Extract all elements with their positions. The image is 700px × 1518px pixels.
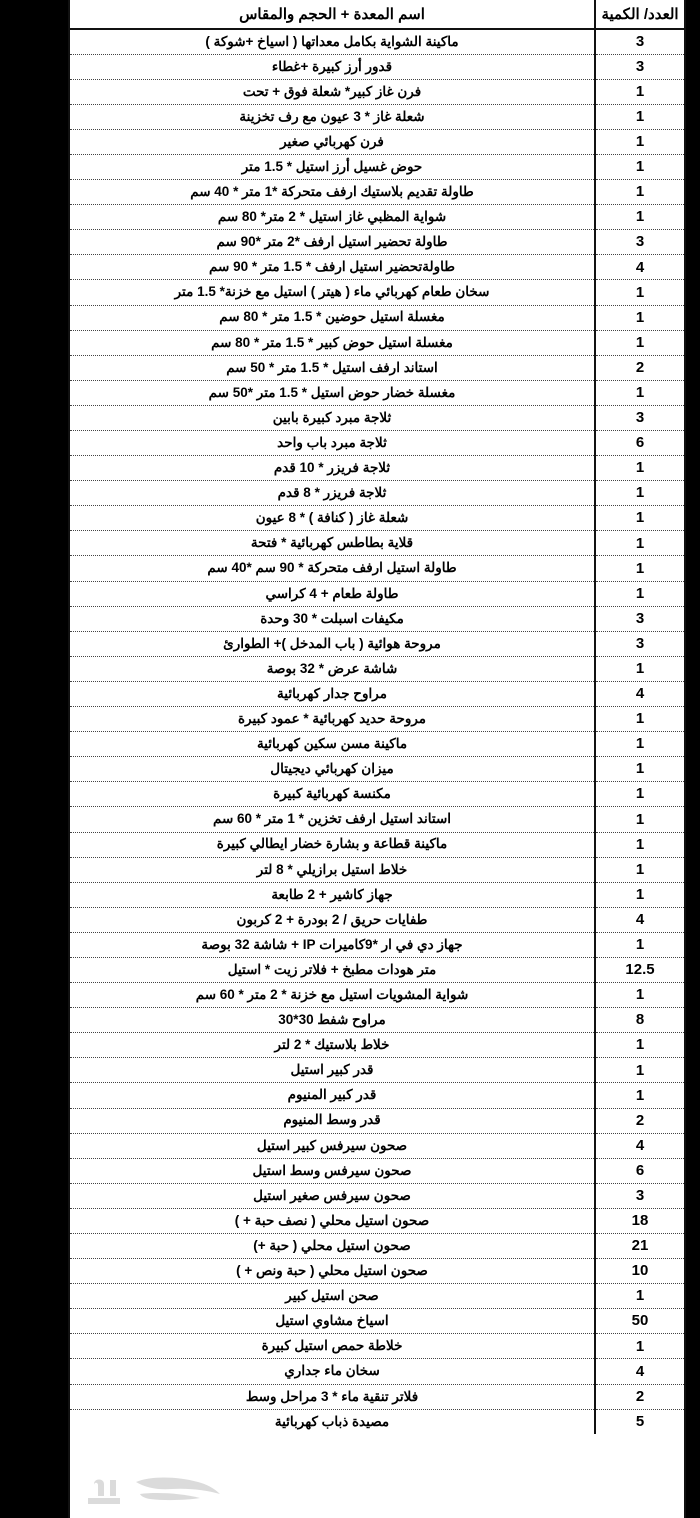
- cell-quantity: 1: [595, 832, 684, 857]
- cell-quantity: 1: [595, 154, 684, 179]
- cell-quantity: 3: [595, 631, 684, 656]
- cell-quantity: 1: [595, 481, 684, 506]
- cell-quantity: 1: [595, 857, 684, 882]
- cell-quantity: 1: [595, 782, 684, 807]
- table-row: [70, 1334, 684, 1359]
- cell-quantity: 10: [595, 1259, 684, 1284]
- inventory-sheet: [68, 0, 686, 1518]
- cell-quantity: 3: [595, 606, 684, 631]
- cell-description: فرن غاز كبير* شعلة فوق + تحت: [70, 79, 595, 104]
- cell-description: خلاطة حمص استيل كبيرة: [70, 1334, 595, 1359]
- cell-description: ماكينة الشواية بكامل معداتها ( اسياخ +شوكة ): [70, 29, 595, 54]
- cell-quantity: 3: [595, 405, 684, 430]
- table-row: [70, 807, 684, 832]
- cell-quantity: 1: [595, 330, 684, 355]
- cell-quantity: 1: [595, 205, 684, 230]
- table-row: [70, 506, 684, 531]
- cell-quantity: 1: [595, 380, 684, 405]
- table-row: [70, 205, 684, 230]
- cell-description: حوض غسيل أرز استيل * 1.5 متر: [70, 154, 595, 179]
- header-row: [70, 0, 684, 29]
- cell-quantity: 4: [595, 1359, 684, 1384]
- cell-description: مغسلة خضار حوض استيل * 1.5 متر *50 سم: [70, 380, 595, 405]
- cell-description: ماكينة مسن سكين كهربائية: [70, 732, 595, 757]
- cell-quantity: 1: [595, 1334, 684, 1359]
- cell-description: مروحة هوائية ( باب المدخل )+ الطوارئ: [70, 631, 595, 656]
- table-row: [70, 330, 684, 355]
- cell-description: صحون سيرفس صغير استيل: [70, 1183, 595, 1208]
- cell-quantity: 50: [595, 1309, 684, 1334]
- inventory-table: [70, 0, 684, 1434]
- table-row: [70, 882, 684, 907]
- cell-quantity: 1: [595, 556, 684, 581]
- cell-quantity: 1: [595, 456, 684, 481]
- table-row: [70, 1158, 684, 1183]
- table-row: [70, 180, 684, 205]
- cell-quantity: 8: [595, 1008, 684, 1033]
- cell-description: قدر وسط المنيوم: [70, 1108, 595, 1133]
- table-row: [70, 1208, 684, 1233]
- cell-quantity: 1: [595, 1284, 684, 1309]
- cell-quantity: 1: [595, 757, 684, 782]
- cell-description: سخان طعام كهربائي ماء ( هيتر ) استيل مع خزنة* 1.5 متر: [70, 280, 595, 305]
- cell-description: مروحة حديد كهربائية * عمود كبيرة: [70, 707, 595, 732]
- cell-quantity: 21: [595, 1234, 684, 1259]
- cell-description: صحن استيل كبير: [70, 1284, 595, 1309]
- table-row: [70, 54, 684, 79]
- cell-description: مراوح شفط 30*30: [70, 1008, 595, 1033]
- table-header: [70, 0, 684, 29]
- watermark-logo: [80, 1468, 230, 1514]
- cell-quantity: 1: [595, 732, 684, 757]
- cell-quantity: 1: [595, 79, 684, 104]
- table-row: [70, 681, 684, 706]
- table-row: [70, 1133, 684, 1158]
- cell-description: استاند استيل ارفف تخزين * 1 متر * 60 سم: [70, 807, 595, 832]
- cell-description: صحون سيرفس كبير استيل: [70, 1133, 595, 1158]
- cell-description: طاولة تقديم بلاستيك ارفف متحركة *1 متر * 40 سم: [70, 180, 595, 205]
- cell-description: قدور أرز كبيرة +غطاء: [70, 54, 595, 79]
- table-row: [70, 1008, 684, 1033]
- cell-description: صحون استيل محلي ( نصف حبة + ): [70, 1208, 595, 1233]
- cell-description: شواية المشويات استيل مع خزنة * 2 متر * 60 سم: [70, 983, 595, 1008]
- cell-description: قدر كبير استيل: [70, 1058, 595, 1083]
- table-row: [70, 732, 684, 757]
- table-row: [70, 757, 684, 782]
- cell-description: قدر كبير المنيوم: [70, 1083, 595, 1108]
- table-row: [70, 631, 684, 656]
- cell-description: شعلة غاز * 3 عيون مع رف تخزينة: [70, 104, 595, 129]
- table-row: [70, 932, 684, 957]
- table-row: [70, 1183, 684, 1208]
- table-row: [70, 79, 684, 104]
- cell-description: مراوح جدار كهربائية: [70, 681, 595, 706]
- table-row: [70, 983, 684, 1008]
- header-quantity: العدد/ الكمية: [595, 0, 684, 29]
- table-row: [70, 1359, 684, 1384]
- table-row: [70, 154, 684, 179]
- cell-description: شاشة عرض * 32 بوصة: [70, 656, 595, 681]
- cell-quantity: 1: [595, 506, 684, 531]
- cell-quantity: 1: [595, 180, 684, 205]
- cell-description: ثلاجة مبرد باب واحد: [70, 431, 595, 456]
- cell-description: متر هودات مطبخ + فلاتر زيت * استيل: [70, 957, 595, 982]
- cell-description: جهاز كاشير + 2 طابعة: [70, 882, 595, 907]
- cell-quantity: 1: [595, 531, 684, 556]
- table-row: [70, 1033, 684, 1058]
- cell-quantity: 4: [595, 255, 684, 280]
- table-row: [70, 255, 684, 280]
- table-row: [70, 230, 684, 255]
- table-row: [70, 1384, 684, 1409]
- table-row: [70, 606, 684, 631]
- cell-description: جهاز دي في ار *9كاميرات IP + شاشة 32 بوصة: [70, 932, 595, 957]
- cell-quantity: 3: [595, 1183, 684, 1208]
- cell-quantity: 4: [595, 1133, 684, 1158]
- cell-description: اسياخ مشاوي استيل: [70, 1309, 595, 1334]
- cell-quantity: 3: [595, 29, 684, 54]
- table-row: [70, 481, 684, 506]
- table-row: [70, 832, 684, 857]
- cell-description: ثلاجة فريزر * 8 قدم: [70, 481, 595, 506]
- cell-description: صحون سيرفس وسط استيل: [70, 1158, 595, 1183]
- cell-description: مغسلة استيل حوض كبير * 1.5 متر * 80 سم: [70, 330, 595, 355]
- table-row: [70, 581, 684, 606]
- cell-description: طفايات حريق / 2 بودرة + 2 كربون: [70, 907, 595, 932]
- cell-description: خلاط بلاستيك * 2 لتر: [70, 1033, 595, 1058]
- cell-quantity: 1: [595, 129, 684, 154]
- table-row: [70, 907, 684, 932]
- left-black-margin: [0, 0, 68, 1518]
- cell-description: صحون استيل محلي ( حبة +): [70, 1234, 595, 1259]
- table-row: [70, 1259, 684, 1284]
- cell-quantity: 3: [595, 230, 684, 255]
- cell-quantity: 1: [595, 1083, 684, 1108]
- table-row: [70, 29, 684, 54]
- cell-description: فلاتر تنقية ماء * 3 مراحل وسط: [70, 1384, 595, 1409]
- cell-quantity: 1: [595, 280, 684, 305]
- cell-quantity: 1: [595, 581, 684, 606]
- cell-description: مصيدة ذباب كهربائية: [274, 1413, 390, 1429]
- cell-quantity: 18: [595, 1208, 684, 1233]
- cell-quantity: 1: [595, 707, 684, 732]
- cell-quantity: 3: [595, 54, 684, 79]
- table-row: [70, 456, 684, 481]
- table-row: [70, 355, 684, 380]
- cell-quantity: 1: [595, 807, 684, 832]
- cell-quantity: 1: [595, 104, 684, 129]
- cell-quantity: 1: [595, 932, 684, 957]
- cell-quantity: 1: [595, 305, 684, 330]
- table-row: [70, 857, 684, 882]
- cell-description: خلاط استيل برازيلي * 8 لتر: [70, 857, 595, 882]
- table-row: [70, 280, 684, 305]
- right-black-margin: [686, 0, 700, 1518]
- cell-quantity: 4: [595, 907, 684, 932]
- table-row: [70, 782, 684, 807]
- cell-quantity: 1: [595, 1033, 684, 1058]
- cell-description: سخان ماء جداري: [70, 1359, 595, 1384]
- table-row: [70, 556, 684, 581]
- cell-description: صحون استيل محلي ( حبة ونص + ): [70, 1259, 595, 1284]
- table-row: [70, 707, 684, 732]
- cell-quantity: 6: [595, 431, 684, 456]
- cell-description: طاولة استيل ارفف متحركة * 90 سم *40 سم: [70, 556, 595, 581]
- table-row: [70, 1284, 684, 1309]
- cell-description: ميزان كهربائي ديجيتال: [70, 757, 595, 782]
- header-description: اسم المعدة + الحجم والمقاس: [70, 0, 595, 29]
- table-row: [70, 129, 684, 154]
- table-row: [70, 656, 684, 681]
- cell-description: مكنسة كهربائية كبيرة: [70, 782, 595, 807]
- table-row: [70, 1058, 684, 1083]
- cell-description: طاولةتحضير استيل ارفف * 1.5 متر * 90 سم: [70, 255, 595, 280]
- cell-description: شواية المظبي غاز استيل * 2 متر* 80 سم: [70, 205, 595, 230]
- cell-description: مكيفات اسبلت * 30 وحدة: [70, 606, 595, 631]
- cell-quantity: 1: [595, 882, 684, 907]
- cell-quantity: 1: [595, 1058, 684, 1083]
- cell-description: ماكينة قطاعة و بشارة خضار ايطالي كبيرة: [70, 832, 595, 857]
- cell-description: شعلة غاز ( كنافة ) * 8 عيون: [70, 506, 595, 531]
- table-row: [70, 1083, 684, 1108]
- table-row: [70, 1309, 684, 1334]
- cell-description: قلاية بطاطس كهربائية * فتحة: [70, 531, 595, 556]
- table-row: [70, 104, 684, 129]
- cell-quantity: 2: [595, 1384, 684, 1409]
- table-row: [70, 431, 684, 456]
- table-row: [70, 305, 684, 330]
- cell-quantity: 2: [595, 355, 684, 380]
- table-row: [70, 380, 684, 405]
- cell-quantity: 1: [595, 983, 684, 1008]
- table-row: [70, 531, 684, 556]
- table-body: [70, 29, 684, 1434]
- cell-description: طاولة تحضير استيل ارفف *2 متر *90 سم: [70, 230, 595, 255]
- cell-quantity: 2: [595, 1108, 684, 1133]
- cell-description: ثلاجة فريزر * 10 قدم: [70, 456, 595, 481]
- table-row: [70, 1108, 684, 1133]
- cell-quantity: 5: [595, 1409, 684, 1434]
- table-row: [70, 957, 684, 982]
- cell-description: طاولة طعام + 4 كراسي: [70, 581, 595, 606]
- cell-quantity: 6: [595, 1158, 684, 1183]
- cell-quantity: 1: [595, 656, 684, 681]
- cell-quantity: 12.5: [595, 957, 684, 982]
- table-row: [70, 405, 684, 430]
- cell-description: استاند ارفف استيل * 1.5 متر * 50 سم: [70, 355, 595, 380]
- cell-description: فرن كهربائي صغير: [70, 129, 595, 154]
- cell-description: ثلاجة مبرد كبيرة بابين: [70, 405, 595, 430]
- table-row: [70, 1409, 684, 1434]
- cell-quantity: 4: [595, 681, 684, 706]
- cell-description: مغسلة استيل حوضين * 1.5 متر * 80 سم: [70, 305, 595, 330]
- table-row: [70, 1234, 684, 1259]
